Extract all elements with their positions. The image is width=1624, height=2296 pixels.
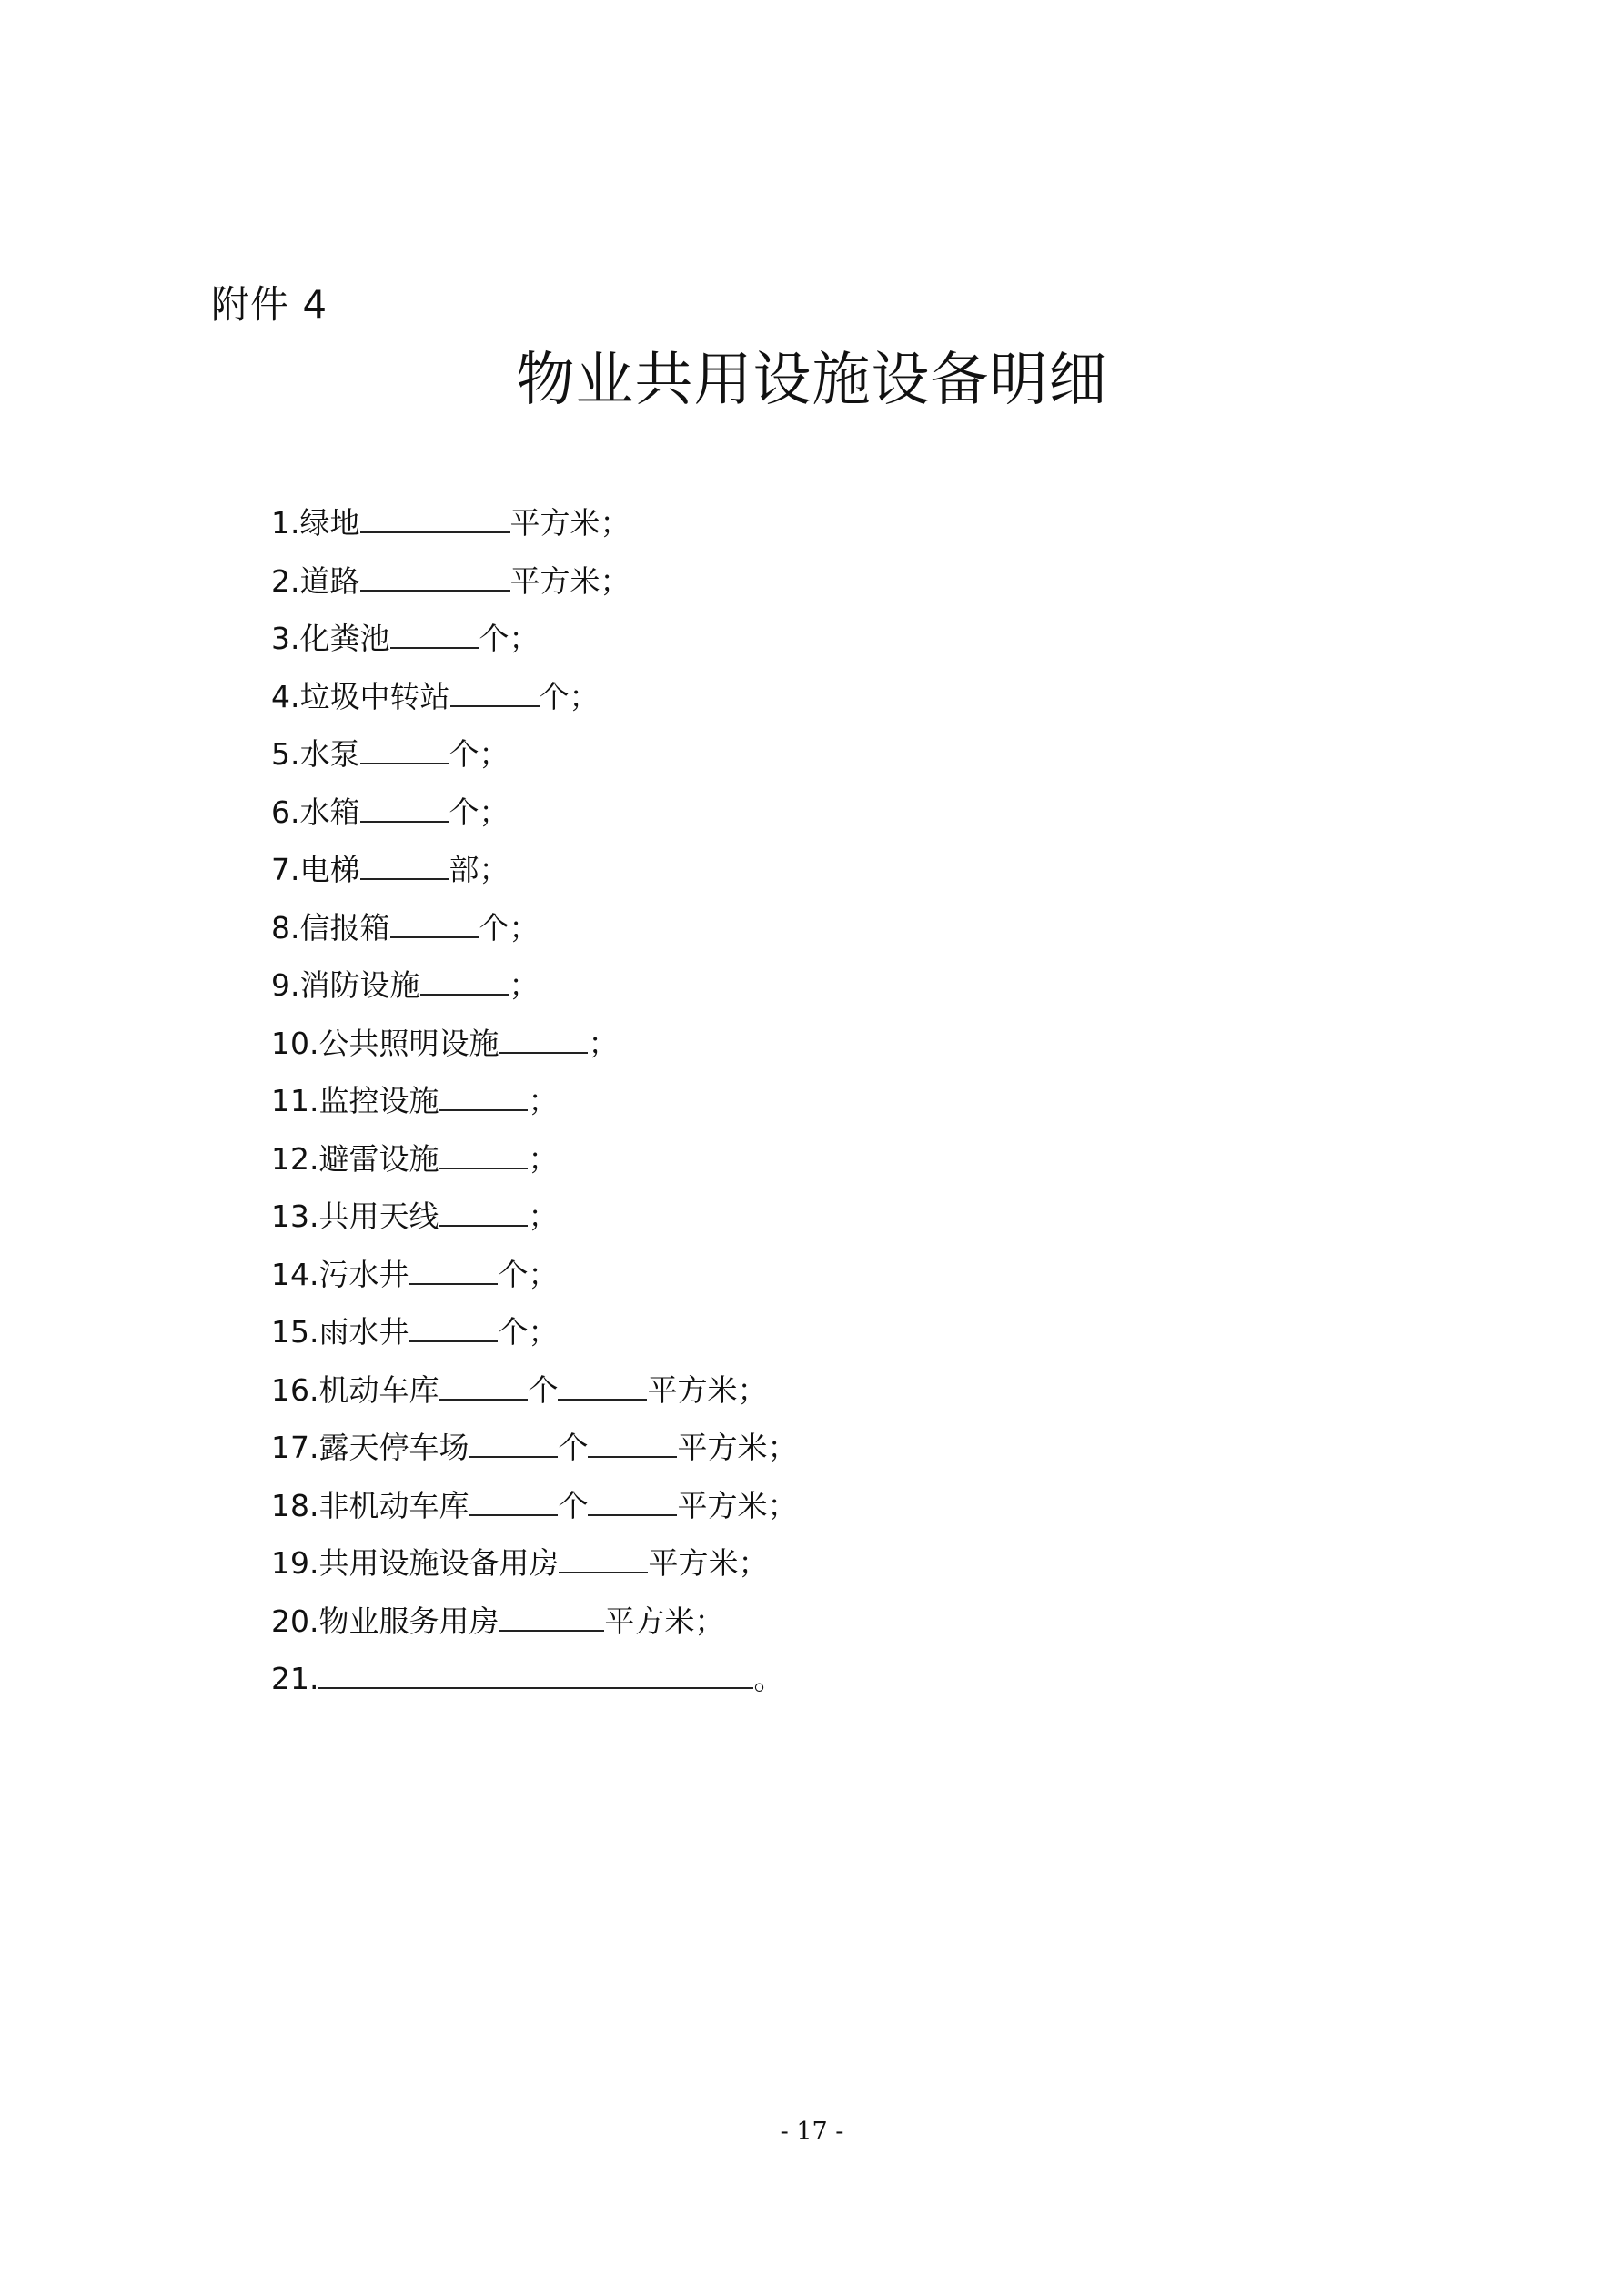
list-item-motor-garage [271, 1368, 797, 1426]
blank-field-count[interactable] [469, 1425, 558, 1458]
item-label: 8.信报箱 [271, 909, 390, 946]
list-item-rainwater-well [271, 1310, 797, 1368]
blank-field[interactable] [390, 616, 479, 649]
blank-field[interactable] [559, 1541, 648, 1573]
list-item-non-motor-garage [271, 1483, 797, 1542]
item-unit: 部； [449, 852, 509, 887]
list-item-roads [271, 559, 797, 617]
item-label: 9.消防设施 [271, 967, 420, 1003]
blank-field[interactable] [360, 501, 510, 533]
blank-field[interactable] [439, 1078, 528, 1111]
item-label: 7.电梯 [271, 852, 360, 887]
list-item-water-pump [271, 732, 797, 790]
item-label: 3.化粪池 [271, 621, 390, 656]
blank-field-area[interactable] [588, 1483, 677, 1516]
list-item-other [271, 1656, 797, 1714]
blank-field[interactable] [360, 559, 510, 592]
item-unit: ； [588, 1025, 619, 1061]
blank-field[interactable] [499, 1021, 588, 1054]
item-label: 10.公共照明设施 [271, 1025, 499, 1061]
blank-field[interactable] [450, 674, 540, 707]
list-item-sewage-well [271, 1252, 797, 1310]
item-label: 19.共用设施设备用房 [271, 1545, 560, 1581]
list-item-monitoring [271, 1078, 797, 1137]
item-unit: 个； [449, 736, 509, 772]
item-unit: ； [528, 1083, 559, 1118]
attachment-label: 附件 4 [211, 282, 328, 327]
item-unit-count: 个 [558, 1430, 589, 1465]
item-label: 1.绿地 [271, 505, 360, 541]
blank-field-area[interactable] [558, 1368, 647, 1401]
item-unit: 平方米； [604, 1603, 725, 1639]
item-unit: 个； [449, 794, 509, 830]
blank-field-area[interactable] [588, 1425, 677, 1458]
blank-field[interactable] [439, 1137, 528, 1169]
item-label: 21. [271, 1661, 319, 1696]
list-item-public-lighting [271, 1021, 797, 1079]
list-item-green-space [271, 501, 797, 559]
list-item-elevator [271, 847, 797, 905]
page-number: - 17 - [780, 2118, 844, 2146]
item-unit: 个； [498, 1256, 559, 1292]
blank-field[interactable] [360, 790, 449, 823]
item-unit: 平方米； [648, 1545, 769, 1581]
blank-field[interactable] [409, 1310, 498, 1342]
blank-field[interactable] [360, 732, 449, 764]
item-label: 16.机动车库 [271, 1371, 439, 1408]
item-unit-area: 平方米； [647, 1371, 768, 1408]
list-item-mailbox [271, 905, 797, 964]
list-item-lightning-protection [271, 1137, 797, 1195]
list-item-service-room [271, 1599, 797, 1657]
item-unit-count: 个 [528, 1371, 559, 1408]
item-label: 6.水箱 [271, 794, 360, 830]
blank-field-count[interactable] [469, 1483, 558, 1516]
item-unit-area: 平方米； [677, 1487, 798, 1523]
item-unit: 。 [753, 1661, 784, 1696]
list-item-open-parking [271, 1425, 797, 1483]
item-label: 2.道路 [271, 562, 360, 599]
list-item-fire-facilities [271, 963, 797, 1021]
item-unit-area: 平方米； [677, 1430, 798, 1465]
list-item-garbage-station [271, 674, 797, 733]
item-label: 15.雨水井 [271, 1314, 409, 1350]
item-unit: ； [528, 1140, 559, 1177]
blank-field[interactable] [360, 847, 449, 880]
item-label: 20.物业服务用房 [271, 1603, 499, 1639]
item-label: 4.垃圾中转站 [271, 678, 450, 714]
item-label: 12.避雷设施 [271, 1140, 439, 1177]
item-unit: 平方米； [509, 505, 630, 541]
item-label: 18.非机动车库 [271, 1487, 469, 1523]
item-label: 11.监控设施 [271, 1083, 439, 1118]
item-unit-count: 个 [558, 1487, 589, 1523]
list-item-water-tank [271, 790, 797, 848]
list-item-shared-antenna [271, 1194, 797, 1252]
item-unit: 个； [479, 909, 540, 946]
blank-field[interactable] [318, 1656, 753, 1689]
facility-list [271, 501, 797, 1714]
blank-field[interactable] [499, 1599, 604, 1632]
item-unit: 个； [498, 1314, 559, 1350]
item-unit: ； [528, 1199, 559, 1234]
page-title: 物业共用设施设备明细 [516, 347, 1108, 414]
item-label: 13.共用天线 [271, 1199, 439, 1234]
item-unit: 平方米； [509, 562, 630, 599]
item-label: 14.污水井 [271, 1256, 409, 1292]
item-unit: 个； [539, 678, 600, 714]
blank-field-count[interactable] [439, 1368, 528, 1401]
item-label: 5.水泵 [271, 736, 360, 772]
list-item-equipment-room [271, 1541, 797, 1599]
blank-field[interactable] [390, 905, 479, 938]
blank-field[interactable] [409, 1252, 498, 1285]
blank-field[interactable] [420, 963, 509, 996]
blank-field[interactable] [439, 1194, 528, 1227]
item-label: 17.露天停车场 [271, 1430, 469, 1465]
item-unit: ； [509, 967, 540, 1003]
list-item-septic-tank [271, 616, 797, 674]
item-unit: 个； [479, 621, 540, 656]
